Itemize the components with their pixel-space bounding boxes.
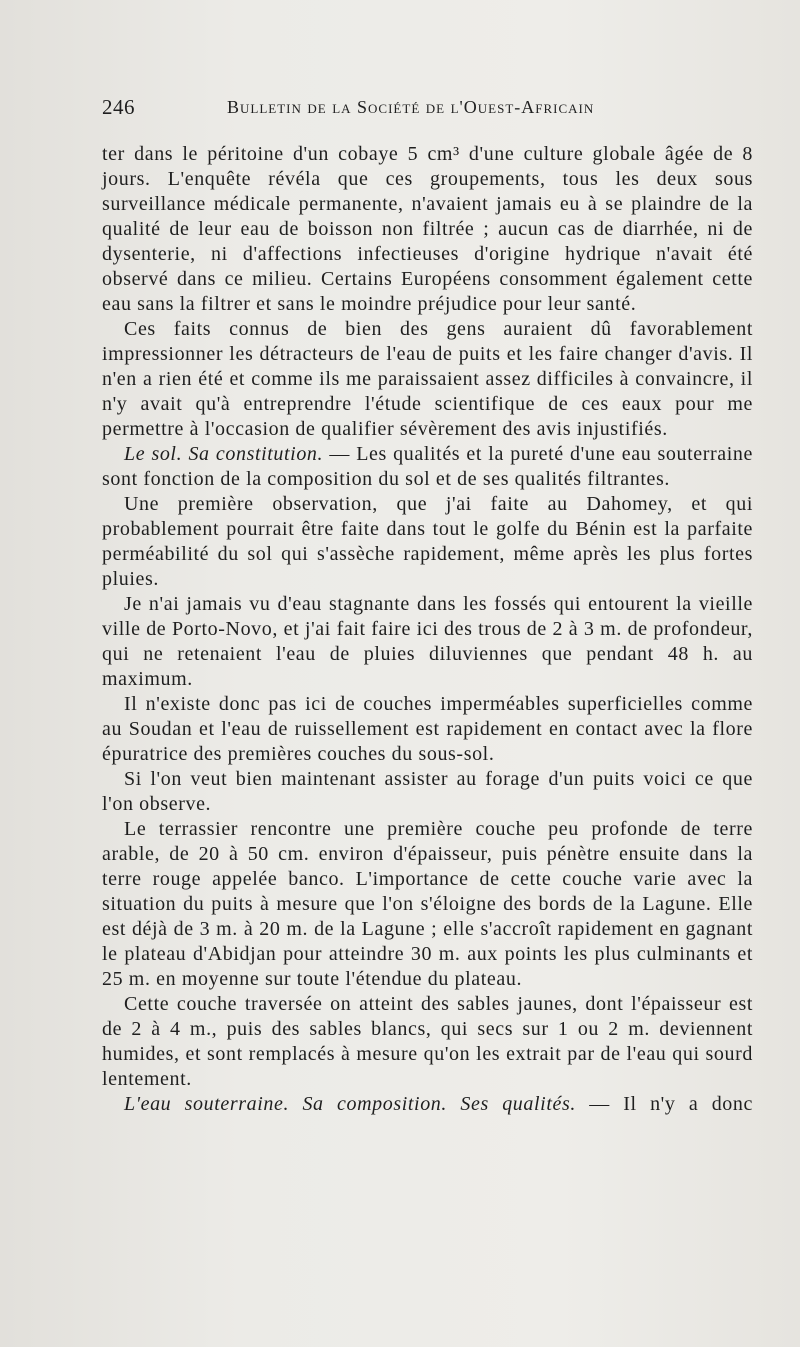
paragraph — [102, 442, 753, 492]
paragraph-text: ter dans le péritoine d'un cobaye 5 cm³ d'une culture globale âgée de 8 jours. L'enquête révéla que ces groupements, tous les deux sous surveillance médicale permanente, n'avaient jamais eu à se plaindre de la qualité de leur eau de boisson non filtrée ; aucun cas de diarrhée, ni de dysenterie, ni d'affections infectieuses d'origine hydrique n'avait été observé dans ce milieu. Certains Européens consomment également cette eau sans la filtrer et sans le moindre préjudice pour leur santé. — [102, 143, 753, 315]
paragraph — [102, 142, 753, 317]
paragraph-text: Si l'on veut bien maintenant assister au forage d'un puits voici ce que l'on observe. — [102, 768, 753, 815]
paragraph-text: — Les qualités et la pureté d'une eau souterraine sont fonction de la composition du sol et de ses qualités filtrantes. — [102, 443, 753, 490]
paragraph-text: Ces faits connus de bien des gens auraient dû favorablement impressionner les détracteurs de l'eau de puits et les faire changer d'avis. Il n'en a rien été et comme ils me paraissaient assez difficiles à convaincre, il n'y avait qu'à entreprendre l'étude scientifique de ces eaux pour me permettre à l'occasion de qualifier sévèrement des avis injustifiés. — [102, 318, 753, 440]
paragraph — [102, 992, 753, 1092]
paragraph-text: — Il n'y a donc — [575, 1093, 753, 1115]
paragraph — [102, 767, 753, 817]
paragraph — [102, 692, 753, 767]
paragraph-text: Cette couche traversée on atteint des sables jaunes, dont l'épaisseur est de 2 à 4 m., puis des sables blancs, qui secs sur 1 ou 2 m. deviennent humides, et sont remplacés à mesure qu'on les extrait par de l'eau qui sourd lentement. — [102, 993, 753, 1090]
paragraph-text: Je n'ai jamais vu d'eau stagnante dans les fossés qui entourent la vieille ville de Porto-Novo, et j'ai fait faire ici des trous de 2 à 3 m. de profondeur, qui ne retenaient l'eau de pluies diluviennes que pendant 48 h. au maximum. — [102, 593, 753, 690]
body-text — [102, 142, 753, 1117]
page-header — [102, 95, 752, 125]
paragraph — [102, 492, 753, 592]
paragraph-text: Une première observation, que j'ai faite au Dahomey, et qui probablement pourrait être faite dans tout le golfe du Bénin est la parfaite perméabilité du sol qui s'assèche rapidement, même après les plus fortes pluies. — [102, 493, 753, 590]
paragraph — [102, 1092, 753, 1117]
paragraph — [102, 317, 753, 442]
section-heading: L'eau souterraine. Sa composition. Ses qualités. — [124, 1093, 576, 1115]
paragraph — [102, 592, 753, 692]
running-title: Bulletin de la Société de l'Ouest-Africain — [227, 97, 595, 117]
paragraph-text: Il n'existe donc pas ici de couches imperméables superficielles comme au Soudan et l'eau de ruissellement est rapidement en contact avec la flore épuratrice des premières couches du sous-sol. — [102, 693, 753, 765]
section-heading: Le sol. Sa constitution. — [124, 443, 324, 465]
paragraph — [102, 817, 753, 992]
page-number: 246 — [102, 95, 135, 119]
paragraph-text: Le terrassier rencontre une première couche peu profonde de terre arable, de 20 à 50 cm. environ d'épaisseur, puis pénètre ensuite dans la terre rouge appelée banco. L'importance de cette couche varie avec la situation du puits à mesure que l'on s'éloigne des bords de la Lagune. Elle est déjà de 3 m. à 20 m. de la Lagune ; elle s'accroît rapidement en gagnant le plateau d'Abidjan pour atteindre 30 m. aux points les plus culminants et 25 m. en moyenne sur toute l'étendue du plateau. — [102, 818, 753, 990]
